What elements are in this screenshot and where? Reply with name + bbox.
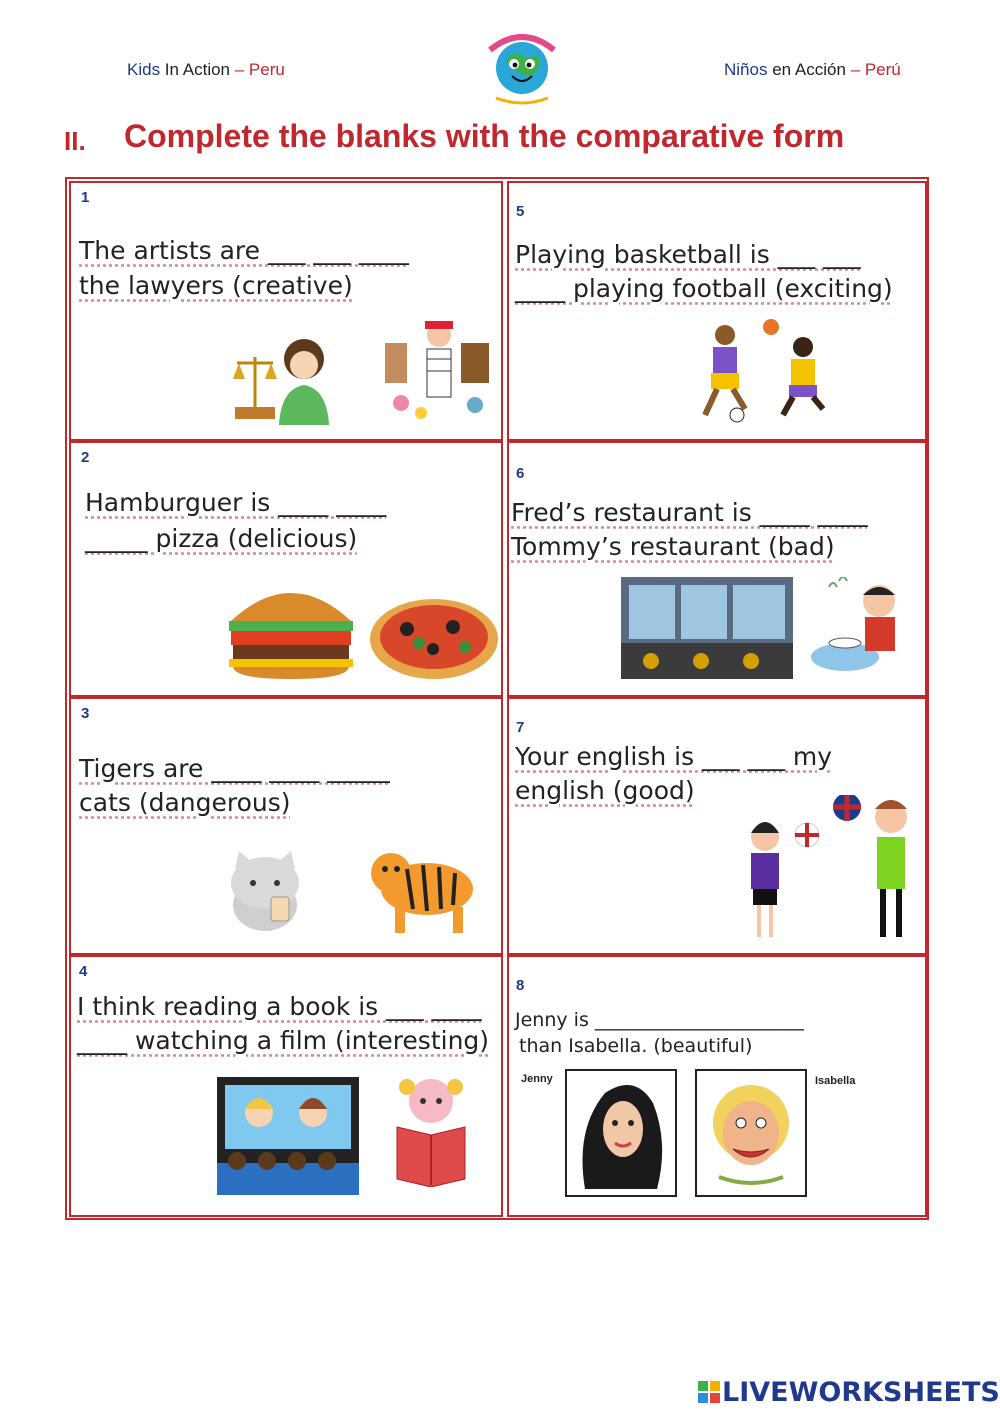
header-left [127, 60, 285, 80]
label-jenny: Jenny [521, 1073, 553, 1085]
restaurant-interior-picture [621, 577, 793, 679]
cat-picture [225, 849, 309, 935]
section-title: Complete the blanks with the comparative form [124, 118, 845, 154]
header-left-kids: Kids [127, 60, 161, 79]
header-right-ninos: Niños [724, 60, 768, 79]
exercise-2-cell [69, 441, 503, 697]
exercise-number: 2 [81, 449, 90, 466]
english-conversation-picture [739, 795, 919, 941]
exercise-8-cell [507, 955, 927, 1217]
exercise-line-2: ____ playing football (exciting) [515, 274, 893, 303]
exercise-number: 6 [516, 465, 525, 482]
tiger-picture [367, 833, 481, 937]
header-right [724, 60, 901, 80]
liveworksheets-logo-icon [698, 1381, 720, 1403]
exercise-number: 1 [81, 189, 90, 206]
hamburger-picture [223, 575, 359, 679]
bad-restaurant-picture [809, 577, 909, 673]
exercise-1-cell [69, 181, 503, 441]
pizza-picture [367, 593, 501, 685]
exercise-line-2: english (good) [515, 776, 695, 805]
exercise-line-1: Hamburguer is ____ ____ [85, 488, 387, 517]
section-number: II. [64, 126, 86, 156]
exercise-line-1: Jenny is ______________________ [515, 1009, 804, 1031]
kids-in-action-logo [478, 20, 566, 108]
exercise-grid [65, 177, 929, 1220]
exercise-6-cell [507, 441, 927, 697]
exercise-line-2: _____ pizza (delicious) [85, 524, 358, 553]
exercise-7-cell [507, 697, 927, 955]
exercise-line-1: Tigers are ____ ____ _____ [79, 754, 390, 783]
exercise-line-2: ____ watching a film (interesting) [77, 1026, 490, 1055]
cinema-picture [217, 1077, 359, 1195]
exercise-3-cell [69, 697, 503, 955]
exercise-line-1: Your english is ___ ___ my [515, 742, 833, 771]
exercise-line-2: than Isabella. (beautiful) [519, 1035, 753, 1057]
header-left-peru: – Peru [230, 60, 285, 79]
header-right-peru: – Perú [845, 60, 901, 79]
header-right-enaccion: en Acción [767, 60, 846, 79]
girl-reading-picture [387, 1073, 475, 1187]
lawyer-picture [229, 327, 339, 425]
exercise-line-2: cats (dangerous) [79, 788, 291, 817]
exercise-number: 5 [516, 203, 525, 220]
exercise-number: 7 [516, 719, 525, 736]
exercise-number: 8 [516, 977, 525, 994]
exercise-4-cell [69, 955, 503, 1217]
header-left-inaction: In Action [160, 60, 231, 79]
exercise-line-2: the lawyers (creative) [79, 271, 353, 300]
artist-picture [381, 313, 495, 423]
exercise-line-1: Playing basketball is ___ ___ [515, 240, 861, 269]
basketball-football-picture [691, 319, 837, 423]
jenny-portrait [565, 1069, 677, 1197]
isabella-portrait [695, 1069, 807, 1197]
exercise-line-1: I think reading a book is ___ ____ [77, 992, 482, 1021]
label-isabella: Isabella [815, 1075, 856, 1087]
exercise-line-2: Tommy’s restaurant (bad) [511, 532, 835, 561]
exercise-5-cell [507, 181, 927, 441]
exercise-number: 3 [81, 705, 90, 722]
exercise-line-1: The artists are ___ ___ ____ [79, 236, 409, 265]
liveworksheets-brand: LIVEWORKSHEETS [722, 1377, 1000, 1408]
exercise-number: 4 [79, 963, 88, 980]
exercise-line-1: Fred’s restaurant is ____ ____ [511, 498, 868, 527]
